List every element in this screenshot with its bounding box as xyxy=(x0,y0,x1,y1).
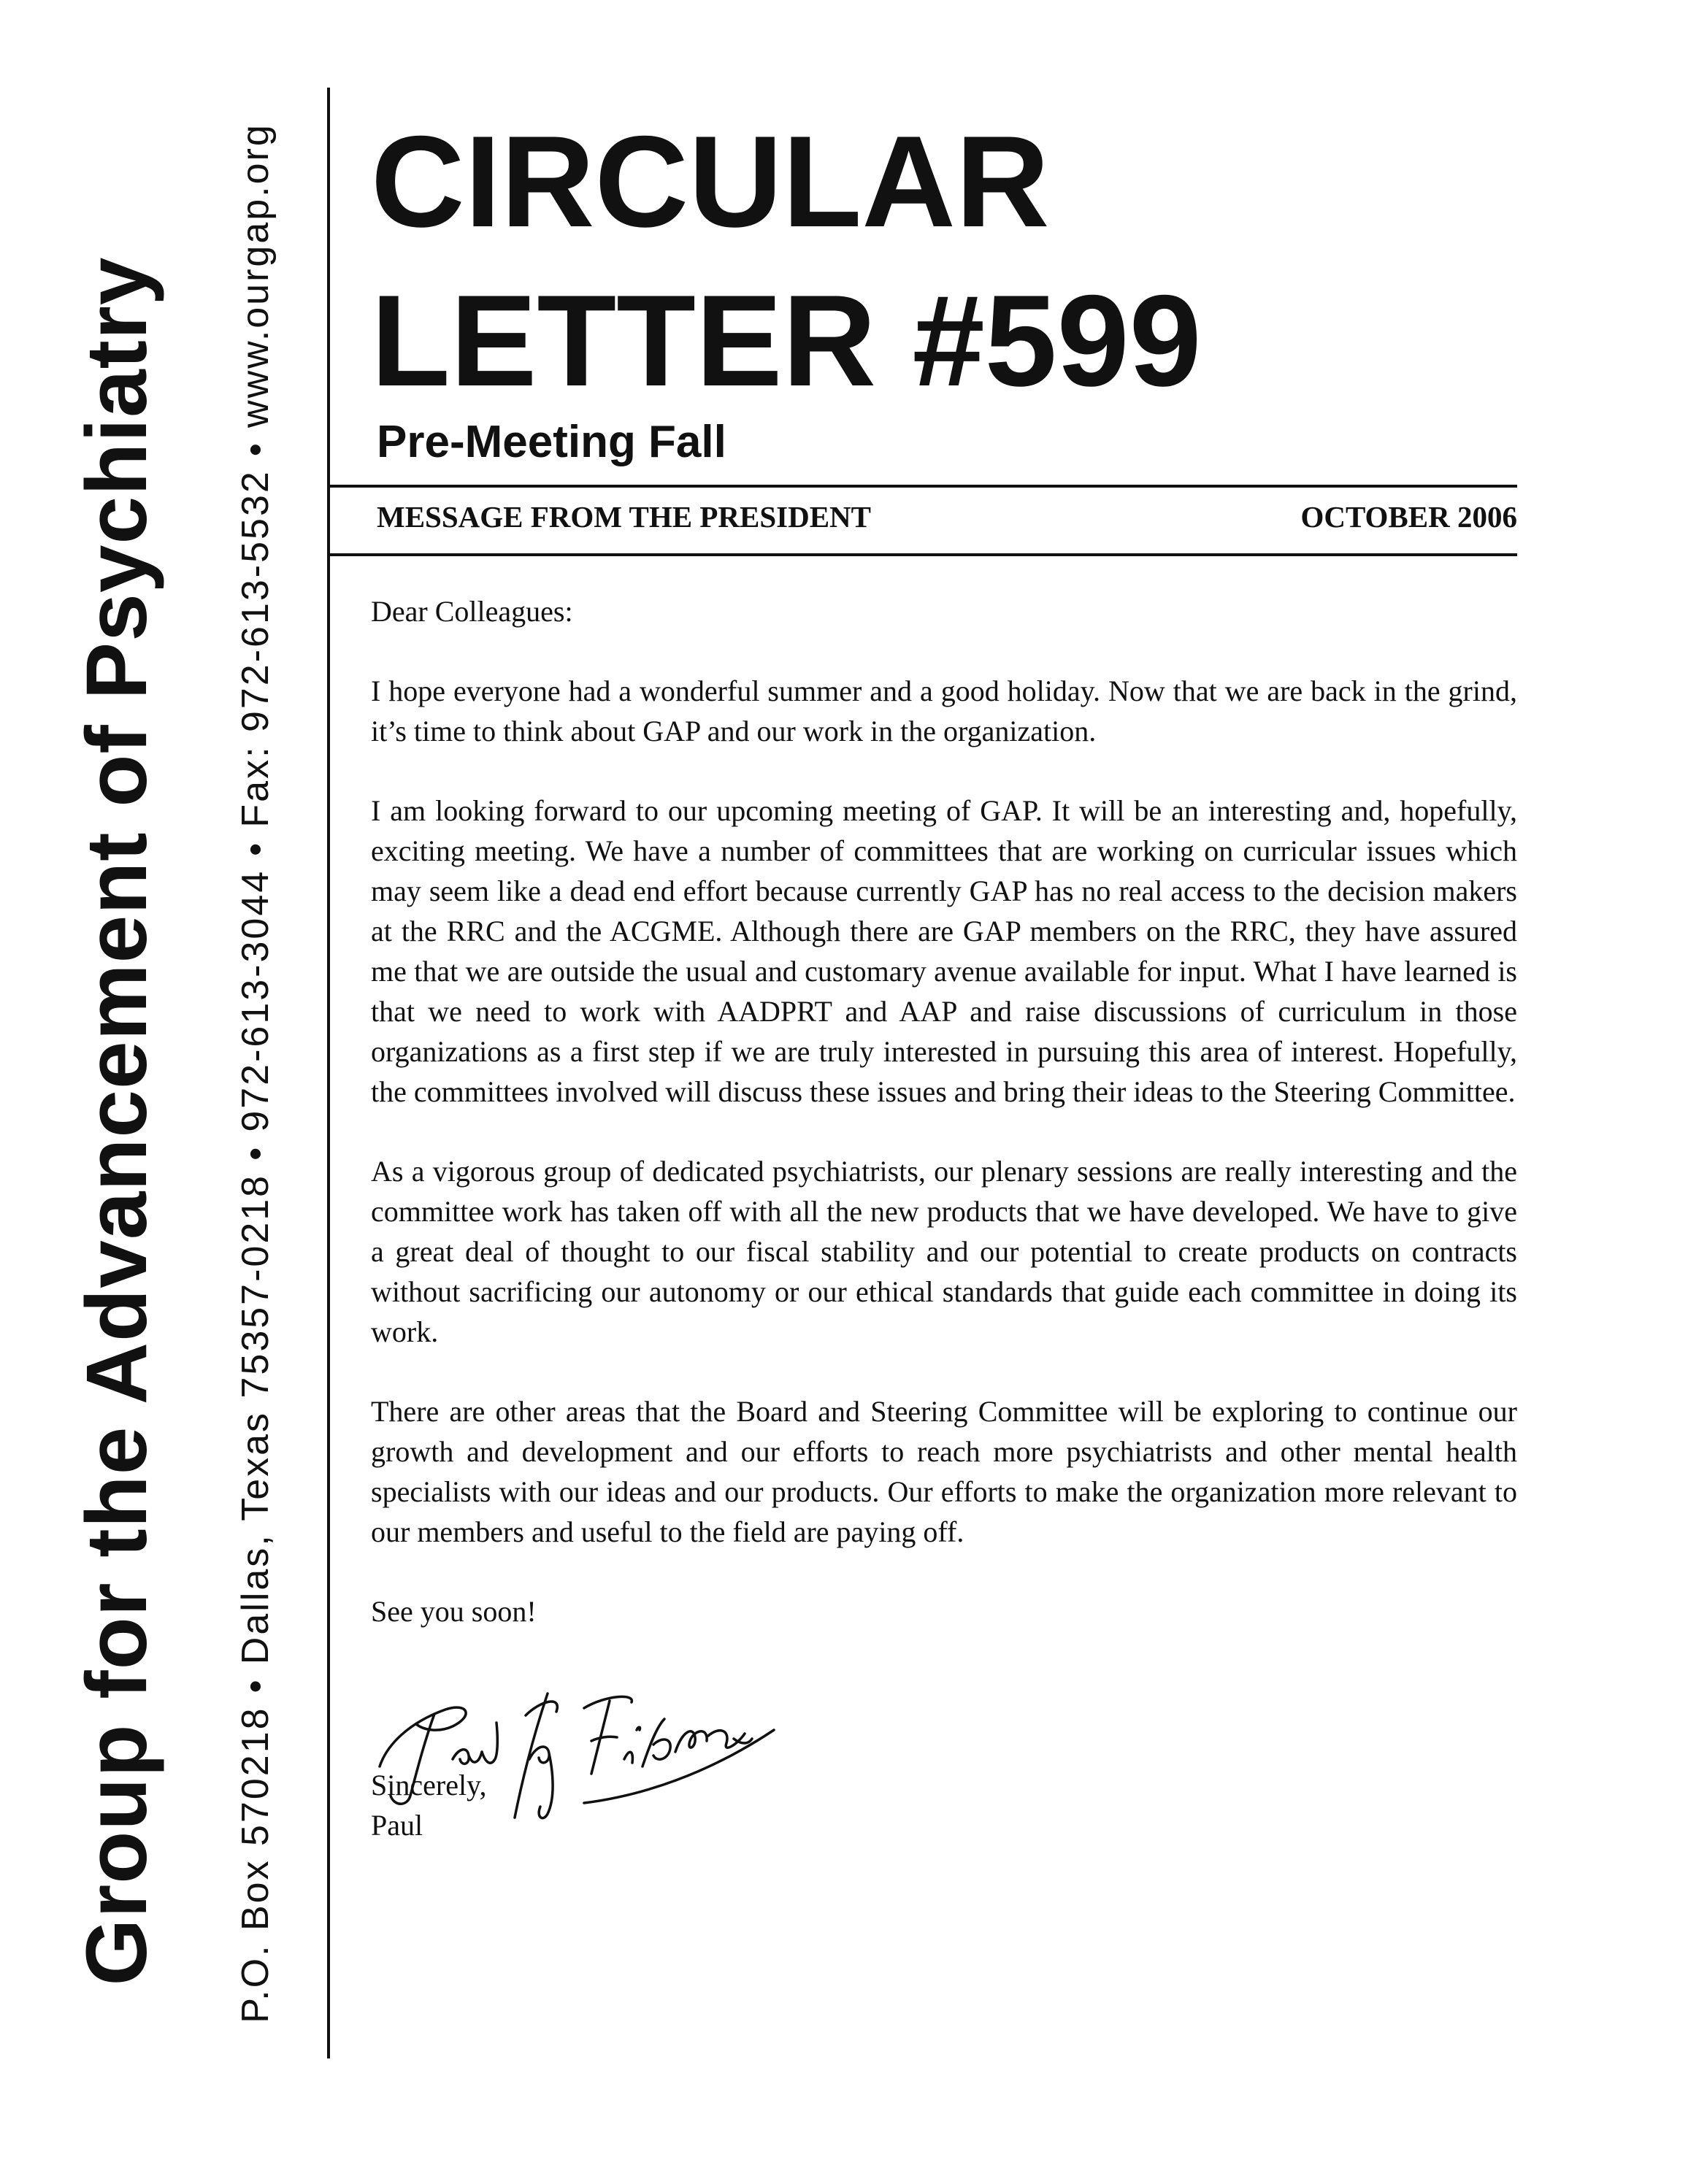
website-link[interactable]: www.ourgap.org xyxy=(234,123,277,428)
sign-off: See you soon! xyxy=(371,1595,537,1628)
page-title xyxy=(371,102,1202,420)
top-divider xyxy=(327,485,1517,488)
separator-dot: • xyxy=(234,840,277,856)
vertical-divider xyxy=(327,88,330,2058)
section-date: OCTOBER 2006 xyxy=(1300,500,1517,534)
title-line-1: CIRCULAR xyxy=(371,109,1050,254)
separator-dot: • xyxy=(234,1677,277,1693)
phone: 972-613-3044 xyxy=(234,869,277,1132)
subtitle: Pre-Meeting Fall xyxy=(377,417,726,467)
paragraph: I am looking forward to our upcoming meeting of GAP. It will be an interesting and, hopefully, exciting meeting. We have a number of committees that are working on curricular issues which may seem like a dead end effort because currently GAP has no real access to the decision makers at the RRC and the ACGME. Although there are GAP members on the RRC, they have assured me that we are outside the usual and customary avenue available for input. What I have learned is that we need to work with AADPRT and AAP and raise discussions of curriculum in those organizations as a first step if we are truly interested in pursuing this area of interest. Hopefully, the committees involved will discuss these issues and bring their ideas to the Steering Committee. xyxy=(371,794,1517,1108)
fax: Fax: 972-613-5532 xyxy=(234,469,277,828)
signer-name: Paul xyxy=(371,1809,423,1842)
letter-body xyxy=(371,591,1517,1631)
paragraph: As a vigorous group of dedicated psychiatrists, our plenary sessions are really interesting and the committee work has taken off with all the new products that we have developed. We have to give a great deal of thought to our fiscal stability and our potential to create products on contracts without sacrificing our autonomy or our ethical standards that guide each committee in doing its work. xyxy=(371,1155,1517,1348)
organization-name: Group for the Advancement of Psychiatry xyxy=(69,256,165,1986)
separator-dot: • xyxy=(234,440,277,457)
contact-info xyxy=(234,123,277,2023)
city: Dallas, Texas 75357-0218 xyxy=(234,1173,277,1665)
section-bar xyxy=(377,499,1517,534)
salutation: Dear Colleagues: xyxy=(371,595,573,628)
separator-dot: • xyxy=(234,1145,277,1161)
section-heading: MESSAGE FROM THE PRESIDENT xyxy=(377,500,872,534)
paragraph: There are other areas that the Board and Steering Committee will be exploring to continue our growth and development and our efforts to reach more psychiatrists and other mental health specialists with our ideas and our products. Our efforts to make the organization more relevant to our members and useful to the field are paying off. xyxy=(371,1395,1517,1548)
address: P.O. Box 570218 xyxy=(234,1706,277,2023)
closing-block xyxy=(371,1765,486,1845)
title-line-2: LETTER #599 xyxy=(371,268,1202,413)
bottom-divider xyxy=(327,553,1517,556)
closing: Sincerely, xyxy=(371,1769,487,1802)
paragraph: I hope everyone had a wonderful summer and a good holiday. Now that we are back in the grind, it’s time to think about GAP and our work in the organization. xyxy=(371,674,1517,747)
